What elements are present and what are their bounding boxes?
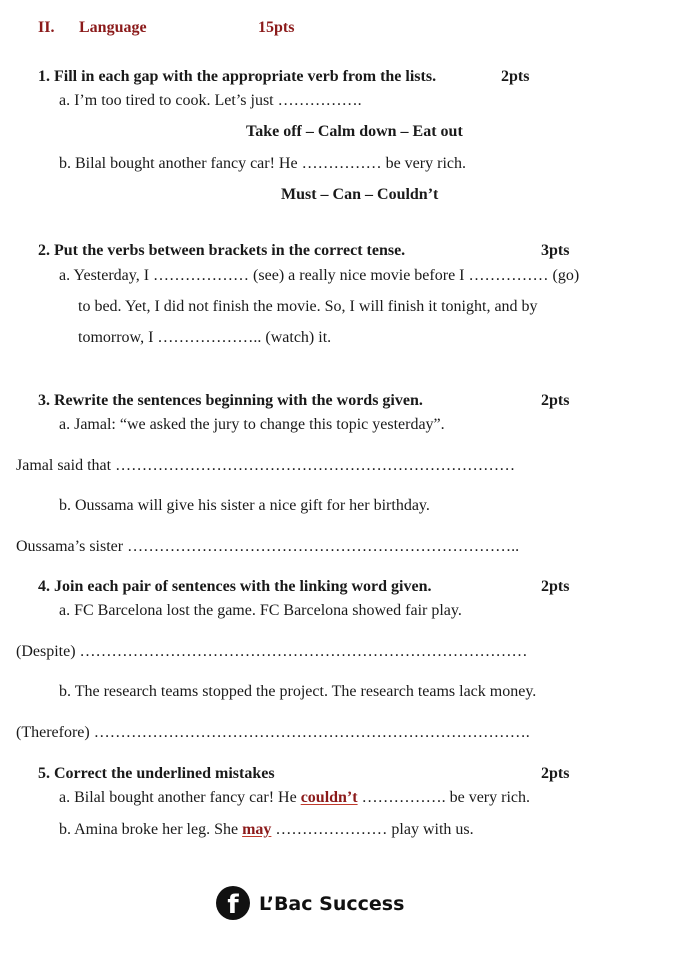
q3-points: 2pts [541, 392, 570, 409]
q1-b: b. Bilal bought another fancy car! He …………… be very rich. [59, 155, 466, 172]
q5-a-before: a. Bilal bought another fancy car! He [59, 789, 301, 806]
q3-b: b. Oussama will give his sister a nice gift for her birthday. [59, 497, 430, 514]
q5-a-mistake: couldn’t [300, 789, 358, 806]
section-number: II. [38, 19, 55, 36]
q4-points: 2pts [541, 578, 570, 595]
q5-b-after: ………………… play with us. [271, 821, 474, 838]
q5-a [59, 788, 530, 808]
q3-title: 3. Rewrite the sentences beginning with the words given. [38, 392, 423, 409]
q2-points: 3pts [541, 242, 570, 259]
q3-a: a. Jamal: “we asked the jury to change this topic yesterday”. [59, 416, 445, 433]
q5-points: 2pts [541, 765, 570, 782]
q2-line-1: a. Yesterday, I ……………… (see) a really nice movie before I …………… (go) [59, 267, 580, 284]
q5-b [59, 820, 474, 840]
q2-title: 2. Put the verbs between brackets in the correct tense. [38, 242, 406, 259]
q1-a-options: Take off – Calm down – Eat out [246, 123, 463, 140]
q1-b-options: Must – Can – Couldn’t [281, 186, 439, 203]
q4-b: b. The research teams stopped the project. The research teams lack money. [59, 683, 537, 700]
q5-b-mistake: may [242, 821, 272, 838]
facebook-icon: f [216, 886, 250, 920]
q5-a-after: ……………. be very rich. [357, 789, 530, 806]
q1-a: a. I’m too tired to cook. Let’s just ……………. [59, 92, 362, 109]
brand-name: L’Bac Success [259, 893, 405, 915]
q3-b-answer: Oussama’s sister ……………………………………………………………….. [16, 538, 520, 555]
q4-a-answer: (Despite) ………………………………………………………………………… [16, 643, 528, 660]
q1-points: 2pts [501, 68, 530, 85]
q4-a: a. FC Barcelona lost the game. FC Barcelona showed fair play. [59, 602, 462, 619]
q5-title: 5. Correct the underlined mistakes [38, 765, 275, 782]
q2-line-3: tomorrow, I ……………….. (watch) it. [78, 329, 332, 346]
q5-b-before: b. Amina broke her leg. She [59, 821, 243, 838]
q2-line-2: to bed. Yet, I did not finish the movie. So, I will finish it tonight, and by [78, 298, 538, 315]
q1-title: 1. Fill in each gap with the appropriate verb from the lists. [38, 68, 437, 85]
section-title: Language [79, 19, 147, 36]
q4-b-answer: (Therefore) ………………………………………………………………………. [16, 724, 530, 741]
q3-a-answer: Jamal said that ………………………………………………………………… [16, 457, 516, 474]
q4-title: 4. Join each pair of sentences with the linking word given. [38, 578, 432, 595]
section-points: 15pts [258, 19, 295, 36]
